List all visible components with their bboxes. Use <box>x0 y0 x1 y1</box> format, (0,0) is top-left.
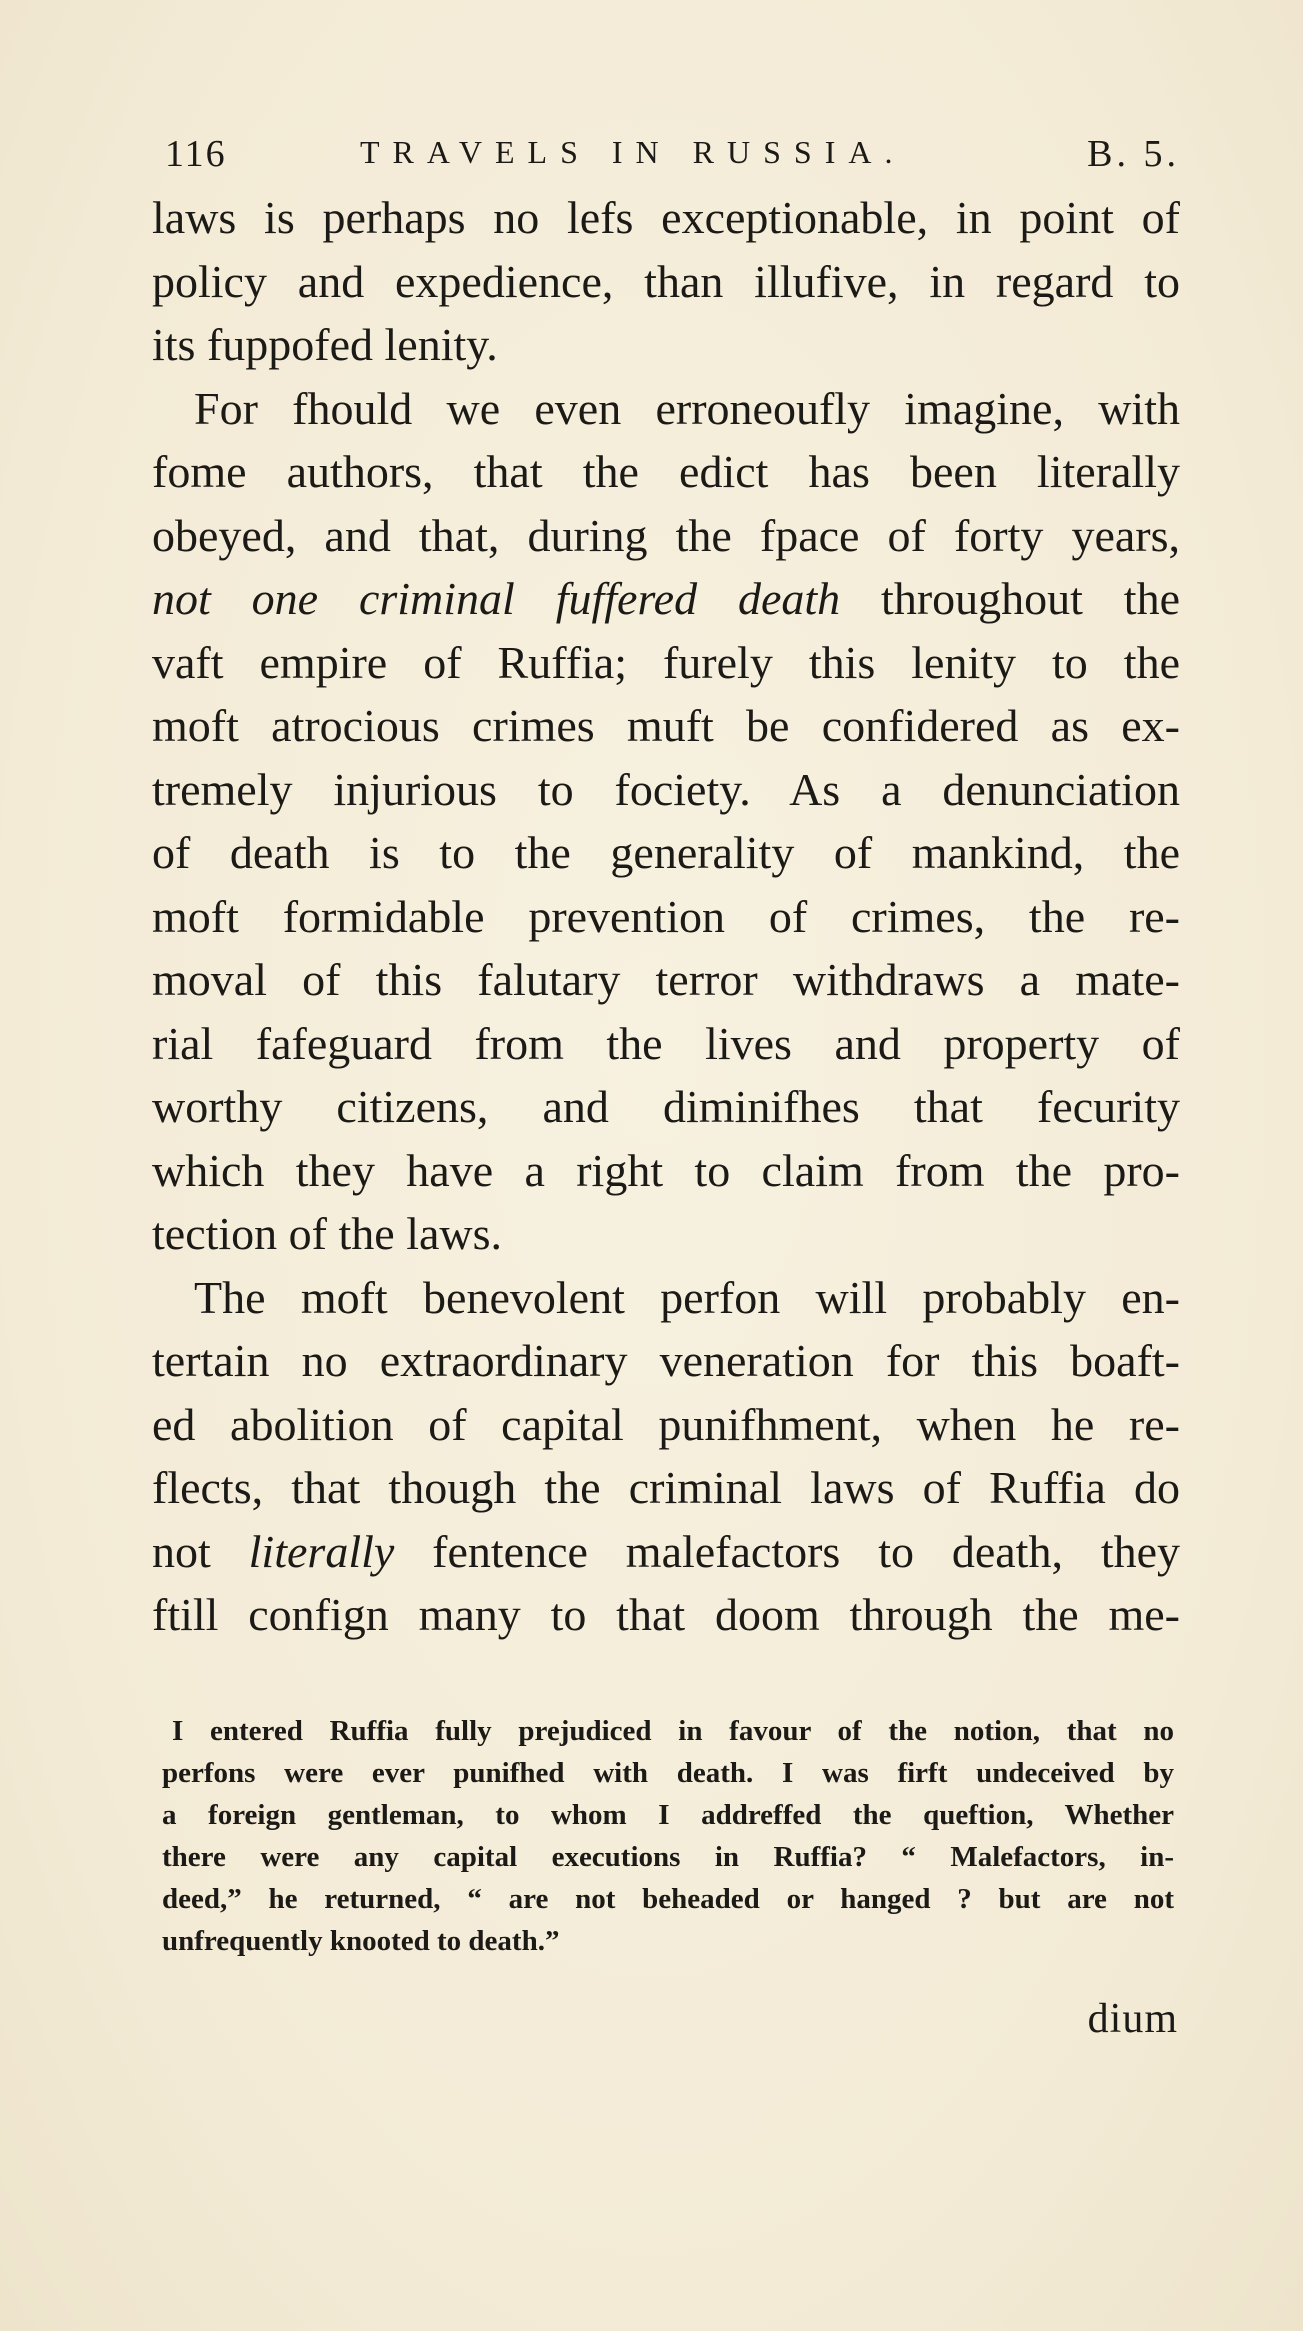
text-line: laws is perhaps no lefs exceptionable, in point of <box>152 192 1180 243</box>
text-line: ftill confign many to that doom through the me- <box>152 1589 1180 1640</box>
text-fragment: throughout the <box>840 573 1180 624</box>
book-number: B. 5. <box>1087 133 1180 175</box>
text-line: The moft benevolent perfon will probably en- <box>194 1271 1180 1323</box>
running-header <box>165 132 1180 192</box>
footnote-line: I entered Ruffia fully prejudiced in favour of the notion, that no <box>172 1715 1174 1747</box>
running-title: TRAVELS IN RUSSIA. <box>360 134 906 170</box>
text-line-with-italic <box>152 1520 1180 1584</box>
text-fragment: fentence malefactors to death, they <box>394 1525 1181 1577</box>
text-line: of death is to the generality of mankind, the <box>152 827 1180 878</box>
text-line: For fhould we even erroneoufly imagine, with <box>194 382 1180 434</box>
footnote-line: deed,” he returned, “ are not beheaded or hanged ? but are not <box>162 1883 1174 1915</box>
text-line: tertain no extraordinary veneration for this boaft- <box>152 1335 1180 1386</box>
text-line: moft atrocious crimes muft be confidered as ex- <box>152 700 1180 751</box>
text-fragment: not <box>152 1525 249 1577</box>
text-line: fome authors, that the edict has been literally <box>152 446 1180 497</box>
footnote <box>162 1710 1174 1962</box>
text-line: moft formidable prevention of crimes, the re- <box>152 890 1180 942</box>
text-line: ed abolition of capital punifhment, when he re- <box>152 1398 1180 1450</box>
text-line: vaft empire of Ruffia; furely this lenity to the <box>152 636 1180 688</box>
footnote-line: there were any capital executions in Ruffia? “ Malefactors, in- <box>162 1841 1174 1873</box>
text-line: policy and expedience, than illufive, in regard to <box>152 255 1180 307</box>
text-line: worthy citizens, and diminifhes that fecurity <box>152 1081 1180 1132</box>
main-text <box>152 186 1180 1647</box>
text-line: its fuppofed lenity. <box>152 319 498 370</box>
catchword: dium <box>1087 1996 1178 2042</box>
text-line: obeyed, and that, during the fpace of forty years, <box>152 509 1180 561</box>
footnote-line: perfons were ever punifhed with death. I was firft undeceived by <box>162 1757 1174 1789</box>
footnote-line: unfrequently knooted to death.” <box>162 1925 560 1957</box>
text-line: rial fafeguard from the lives and property of <box>152 1017 1180 1069</box>
page-number: 116 <box>165 133 227 175</box>
text-line: tection of the laws. <box>152 1208 503 1259</box>
text-line: tremely injurious to fociety. As a denunciation <box>152 763 1180 815</box>
text-line-with-italic <box>152 567 1180 631</box>
footnote-line: a foreign gentleman, to whom I addreffed the queftion, Whether <box>162 1799 1174 1831</box>
italic-word: literally <box>248 1525 395 1577</box>
italic-phrase: not one criminal fuffered death <box>152 573 841 624</box>
text-line: flects, that though the criminal laws of Ruffia do <box>152 1462 1180 1513</box>
text-line: which they have a right to claim from the pro- <box>152 1144 1180 1196</box>
text-line: moval of this falutary terror withdraws a mate- <box>152 954 1180 1005</box>
